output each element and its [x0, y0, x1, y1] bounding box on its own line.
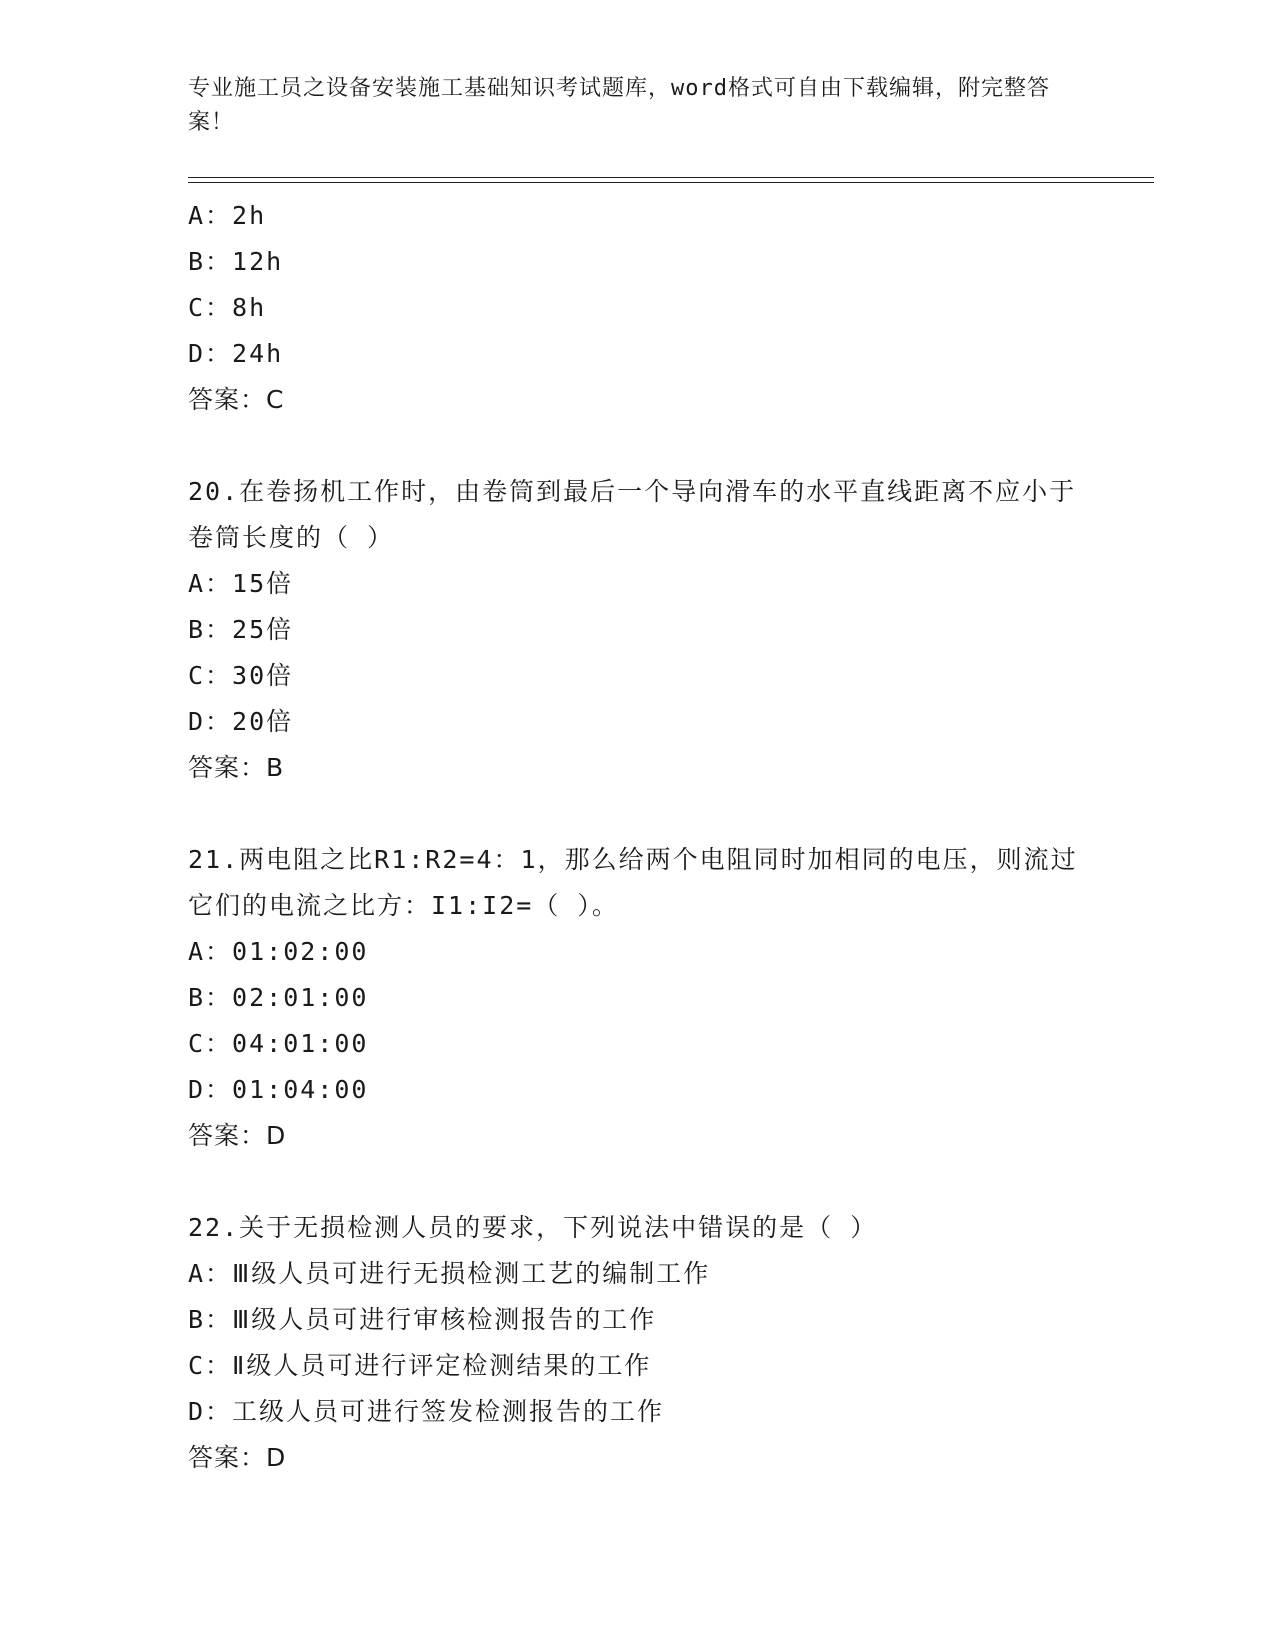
option-d: D：24h [188, 339, 284, 368]
option-b: B：Ⅲ级人员可进行审核检测报告的工作 [188, 1305, 657, 1334]
option-c: C：04:01:00 [188, 1029, 369, 1058]
option-d: D：工级人员可进行签发检测报告的工作 [188, 1397, 665, 1426]
option-b: B：25倍 [188, 615, 294, 644]
answer-line: 答案：D [188, 1443, 287, 1472]
spacer [188, 1159, 1088, 1205]
question-block-21 [188, 837, 1088, 1159]
question-list [188, 193, 1088, 1481]
header-rule-bottom [188, 182, 1154, 183]
question-block-19 [188, 193, 1088, 423]
option-a: A：01:02:00 [188, 937, 369, 966]
option-b: B：12h [188, 247, 284, 276]
option-a: A：Ⅲ级人员可进行无损检测工艺的编制工作 [188, 1259, 711, 1288]
option-b: B：02:01:00 [188, 983, 369, 1012]
option-d: D：20倍 [188, 707, 294, 736]
spacer [188, 423, 1088, 469]
spacer [188, 791, 1088, 837]
question-stem: 22.关于无损检测人员的要求，下列说法中错误的是（ ） [188, 1213, 878, 1242]
header-rule-top [188, 177, 1154, 178]
header-title: 专业施工员之设备安装施工基础知识考试题库，word格式可自由下载编辑，附完整答案！ [188, 76, 1050, 135]
question-stem: 21.两电阻之比R1:R2=4：1，那么给两个电阻同时加相同的电压，则流过它们的电流之比方：I1:I2=（ ）。 [188, 845, 1078, 920]
option-c: C：8h [188, 293, 267, 322]
answer-line: 答案：C [188, 385, 285, 414]
answer-line: 答案：B [188, 753, 285, 782]
answer-line: 答案：D [188, 1121, 287, 1150]
option-c: C：Ⅱ级人员可进行评定检测结果的工作 [188, 1351, 652, 1380]
question-stem: 20.在卷扬机工作时，由卷筒到最后一个导向滑车的水平直线距离不应小于卷筒长度的（ ） [188, 477, 1077, 552]
question-block-22 [188, 1205, 1088, 1481]
option-c: C：30倍 [188, 661, 294, 690]
document-header [188, 72, 1068, 140]
option-a: A：15倍 [188, 569, 294, 598]
option-d: D：01:04:00 [188, 1075, 369, 1104]
option-a: A：2h [188, 201, 267, 230]
question-block-20 [188, 469, 1088, 791]
